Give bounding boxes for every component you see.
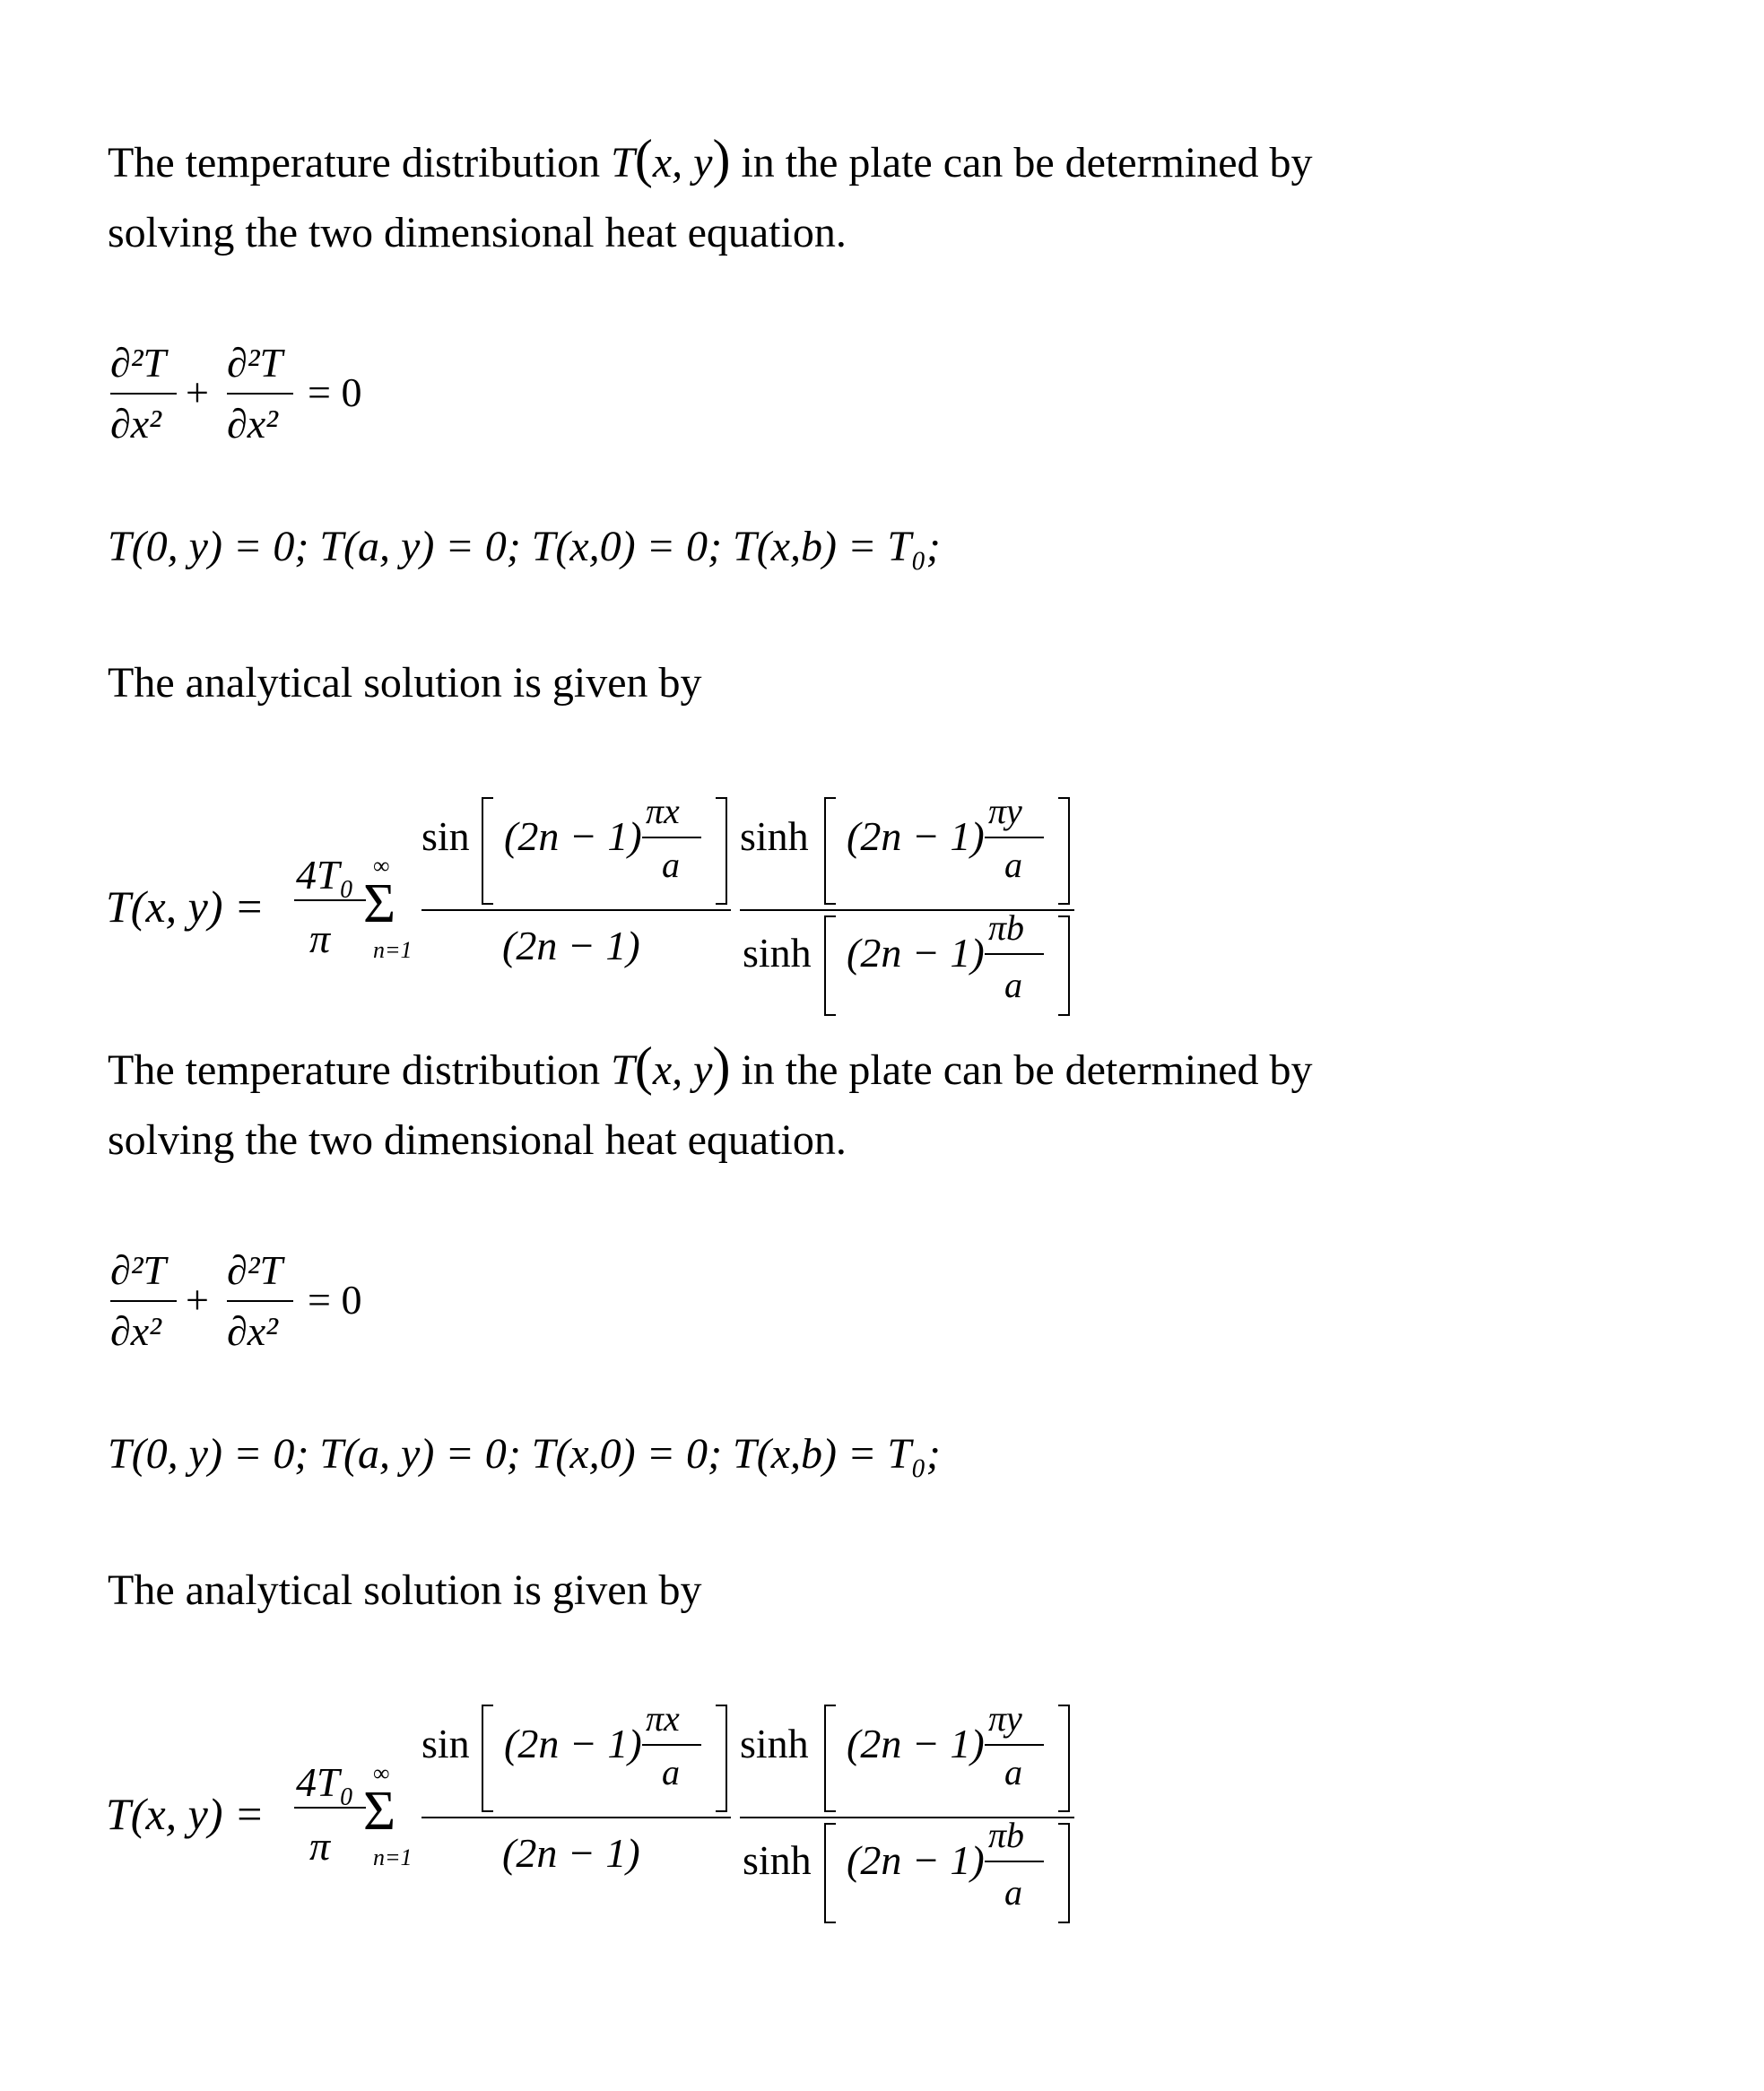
sinh-den-a: a [1004, 1872, 1022, 1913]
den-factor: (2n − 1) [502, 923, 640, 968]
sum-sigma: Σ [363, 873, 396, 934]
sinh-den-factor: (2n − 1) [847, 930, 985, 976]
solution-equation [0, 1696, 1076, 1930]
sinh-func-den: sinh [743, 1837, 812, 1883]
sinh-den-a: a [1004, 965, 1022, 1005]
intro-text-pre: The temperature distribution [108, 139, 612, 187]
solution-lhs: T(x, y) = [106, 881, 265, 932]
sin-a: a [662, 845, 680, 885]
intro-paragraph: The temperature distribution T(x, y) in the plate can be determined by solving the two dimensional heat equation. [108, 129, 1313, 256]
solution-lhs: T(x, y) = [106, 1789, 265, 1839]
sin-func: sin [421, 1721, 470, 1766]
sinh-pib: πb [988, 1815, 1025, 1855]
sin-bracket-left [482, 1705, 493, 1811]
pde-num-1: ∂²T [110, 340, 167, 386]
boundary-conditions: T(0, y) = 0; T(a, y) = 0; T(x,0) = 0; T(x,b) = T₀; [108, 523, 941, 570]
sinh-pib: πb [988, 907, 1025, 948]
intro-math-args: x, y [652, 1046, 713, 1094]
intro-text-post: in the plate can be determined by [730, 1046, 1313, 1094]
section-1 [0, 0, 1764, 1005]
sinh-den-bracket-left [825, 1824, 836, 1922]
pde-num-1: ∂²T [110, 1247, 167, 1293]
sin-bracket-left [482, 798, 493, 904]
intro-text-line2: solving the two dimensional heat equation. [108, 209, 847, 256]
sin-a: a [662, 1752, 680, 1792]
sin-pix: πx [646, 1698, 680, 1739]
sum-sigma: Σ [363, 1781, 396, 1842]
sin-factor: (2n − 1) [504, 813, 642, 859]
coef-den: π [309, 915, 331, 961]
sum-lower: n=1 [373, 937, 413, 963]
sin-bracket-right [716, 1705, 726, 1811]
sinh-num-a: a [1004, 845, 1022, 885]
sinh-func-den: sinh [743, 930, 812, 976]
coef-den: π [309, 1823, 331, 1869]
intro-math-args: x, y [652, 139, 713, 187]
pde-rhs: = 0 [308, 1277, 362, 1323]
sin-func: sin [421, 813, 470, 859]
sinh-num-a: a [1004, 1752, 1022, 1792]
sum-lower: n=1 [373, 1844, 413, 1870]
sinh-func-num: sinh [740, 1721, 809, 1766]
sinh-num-bracket-left [825, 1705, 836, 1811]
section-2 [0, 907, 1764, 1913]
sinh-num-bracket-right [1058, 1705, 1069, 1811]
pde-plus: + [186, 1277, 209, 1323]
intro-text-post: in the plate can be determined by [730, 139, 1313, 187]
sinh-num-bracket-right [1058, 798, 1069, 904]
sinh-num-factor: (2n − 1) [847, 813, 985, 859]
sinh-piy: πy [988, 1698, 1022, 1739]
pde-equation [103, 1239, 552, 1365]
pde-num-2: ∂²T [227, 1247, 283, 1293]
sum-upper: ∞ [373, 853, 390, 879]
sin-factor: (2n − 1) [504, 1721, 642, 1766]
sinh-func-num: sinh [740, 813, 809, 859]
pde-den-1: ∂x² [110, 1308, 161, 1354]
sinh-den-bracket-right [1058, 1824, 1069, 1922]
intro-paragraph: The temperature distribution T(x, y) in the plate can be determined by solving the two dimensional heat equation. [108, 1037, 1313, 1164]
sinh-num-factor: (2n − 1) [847, 1721, 985, 1766]
sin-bracket-right [716, 798, 726, 904]
intro-text-line2: solving the two dimensional heat equation. [108, 1116, 847, 1164]
intro-math-T: T [611, 139, 635, 187]
pde-equation [103, 332, 552, 457]
coef-num: 4T₀ [296, 852, 354, 898]
pde-plus: + [186, 369, 209, 415]
pde-den-2: ∂x² [227, 1308, 278, 1354]
intro-text-pre: The temperature distribution [108, 1046, 612, 1094]
sum-upper: ∞ [373, 1760, 390, 1786]
pde-num-2: ∂²T [227, 340, 283, 386]
sinh-den-factor: (2n − 1) [847, 1837, 985, 1883]
pde-den-2: ∂x² [227, 401, 278, 447]
boundary-conditions: T(0, y) = 0; T(a, y) = 0; T(x,0) = 0; T(x,b) = T₀; [108, 1430, 941, 1478]
sinh-num-bracket-left [825, 798, 836, 904]
coef-num: 4T₀ [296, 1759, 354, 1805]
pde-den-1: ∂x² [110, 401, 161, 447]
intro-math-T: T [611, 1046, 635, 1094]
solution-label: The analytical solution is given by [108, 1566, 702, 1614]
den-factor: (2n − 1) [502, 1830, 640, 1876]
sin-pix: πx [646, 791, 680, 831]
solution-label: The analytical solution is given by [108, 659, 702, 707]
pde-rhs: = 0 [308, 369, 362, 415]
sinh-piy: πy [988, 791, 1022, 831]
